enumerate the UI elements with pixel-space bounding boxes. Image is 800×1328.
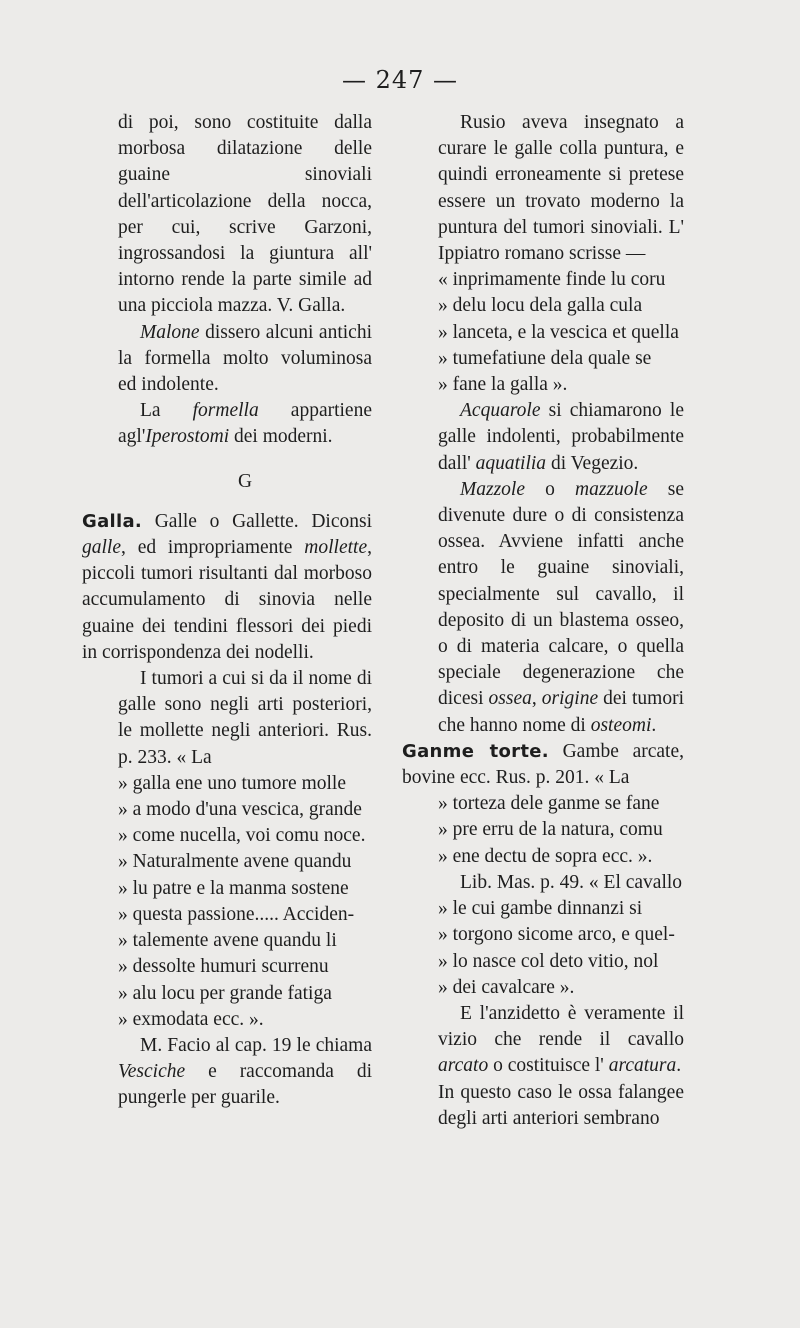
- paragraph: Rusio aveva insegnato a curare le galle colla puntura, e quindi erroneamente si pretese essere un trovato moderno la puntura del tumori sinoviali. L' Ippiatro romano scrisse —: [438, 112, 684, 265]
- entry-heading: Ganme torte.: [402, 740, 549, 762]
- paragraph: E l'anzidetto è veramente il vizio che rende il cavallo arcato o costituisce l' arcatura.: [438, 1002, 684, 1077]
- section-letter: G: [237, 470, 253, 492]
- quote-line: » come nucella, voi comu noce.: [118, 825, 366, 847]
- paragraph: M. Facio al cap. 19 le chiama Vesciche e raccomanda di pungerle per guarile.: [118, 1034, 372, 1109]
- quote-line: » exmodata ecc. ».: [118, 1008, 264, 1030]
- paragraph: Mazzole o mazzuole se divenute dure o di consistenza ossea. Avviene infatti anche entro le guaine sinoviali, specialmente sul cavallo, il deposito di un blastema osseo, o di materia calcare, o quella speciale degenerazione che dicesi ossea, origine dei tumori che hanno nome di osteomi.: [438, 478, 685, 736]
- quote-line: » dei cavalcare ».: [438, 976, 575, 998]
- quote-line: » questa passione..... Acciden-: [118, 903, 355, 925]
- quote-line: » Naturalmente avene quandu: [118, 851, 352, 873]
- quote-line: » ene dectu de sopra ecc. ».: [438, 845, 653, 867]
- paragraph: di poi, sono costituite dalla morbosa dilatazione delle guaine sinoviali dell'articolazione della nocca, per cui, scrive Garzoni, ingrossandosi la giuntura all' intorno rende la parte simile ad una picciola mazza. V. Galla.: [118, 112, 372, 317]
- entry-ganme-torte: Ganme torte. Gambe arcate, bovine ecc. Rus. p. 201. « La: [402, 740, 684, 789]
- quote-line: » torteza dele ganme se fane: [438, 793, 660, 815]
- quote-line: » lo nasce col deto vitio, nol: [438, 950, 659, 972]
- quote-line: » tumefatiune dela quale se: [438, 347, 652, 369]
- left-column: [82, 110, 372, 1112]
- quote-line: » pre erru de la natura, comu: [438, 819, 663, 841]
- quote-line: » dessolte humuri scurrenu: [118, 956, 329, 978]
- quote-line: » talemente avene quandu li: [118, 930, 337, 952]
- quote-line: » delu locu dela galla cula: [438, 295, 643, 317]
- quote-line: » fane la galla ».: [438, 374, 568, 396]
- page-number: — 247 —: [341, 66, 459, 94]
- quote-line: » lanceta, e la vescica et quella: [438, 321, 679, 343]
- quote-line: » alu locu per grande fatiga: [118, 982, 332, 1004]
- entry-heading: Galla.: [82, 510, 143, 532]
- paragraph: Malone dissero alcuni antichi la formella molto voluminosa ed indolente.: [118, 321, 372, 396]
- quote-line: » a modo d'una vescica, grande: [118, 799, 362, 821]
- quote-line: » torgono sicome arco, e quel-: [438, 924, 675, 946]
- quote-line: » lu patre e la manma sostene: [118, 877, 349, 899]
- right-column: [402, 110, 685, 1132]
- entry-galla: Galla. Galle o Gallette. Diconsi galle, ed impropriamente mollette, piccoli tumori risultanti dal morboso accumulamento di sinovia nelle guaine dei tendini flessori dei piedi in corrispondenza dei nodelli.: [82, 510, 372, 663]
- quote-line: « inprimamente finde lu coru: [438, 269, 666, 291]
- paragraph: Acquarole si chiamarono le galle indolenti, probabilmente dall' aquatilia di Vegezio.: [438, 400, 684, 474]
- quote-line: » le cui gambe dinnanzi si: [438, 898, 643, 920]
- quote-line: » galla ene uno tumore molle: [118, 772, 346, 794]
- paragraph: La formella appartiene agl'Iperostomi dei moderni.: [118, 400, 372, 448]
- paragraph: I tumori a cui si da il nome di galle sono negli arti posteriori, le mollette negli anteriori. Rus. p. 233. « La: [118, 668, 372, 768]
- paragraph: In questo caso le ossa falangee degli arti anteriori sembrano: [438, 1081, 684, 1129]
- paragraph: Lib. Mas. p. 49. « El cavallo: [460, 871, 683, 893]
